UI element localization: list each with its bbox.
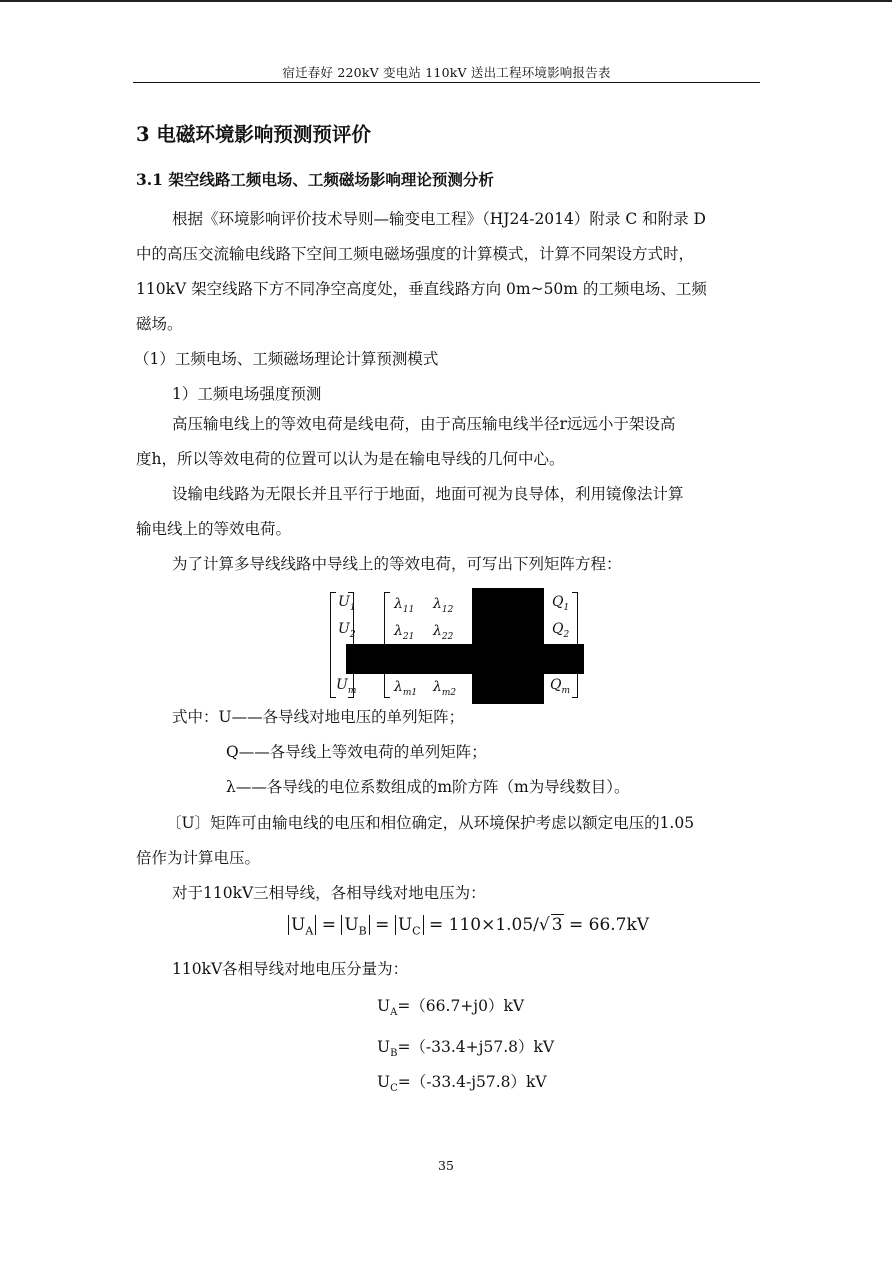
sqrt-argument: 3: [551, 915, 563, 935]
voltage-magnitude-formula: $U_A = U_B = U_C = 110\times 1.05/√$ 3 = 66.7kV: [288, 914, 649, 937]
list-item-heading: （1）工频电场、工频磁场理论计算预测模式: [134, 350, 439, 368]
page-number: 35: [438, 1158, 454, 1173]
paragraph-line: 对于110kV三相导线，各相导线对地电压为：: [172, 884, 486, 902]
matrix-equation: [326, 586, 586, 704]
lambda-m1: $\lambda_{m1}$: [394, 679, 418, 698]
top-border: [0, 0, 892, 2]
um-symbol: $U_m$: [336, 677, 357, 696]
paragraph-line: 倍作为计算电压。: [136, 849, 261, 867]
paragraph-line: 中的高压交流输电线路下空间工频电磁场强度的计算模式，计算不同架设方式时，: [136, 245, 695, 263]
paragraph-line: 110kV 架空线路下方不同净空高度处，垂直线路方向 0m~50m 的工频电场、工频: [136, 280, 707, 298]
paragraph-line: 〔U〕矩阵可由输电线的电压和相位确定，从环境保护考虑以额定电压的1.05: [166, 814, 695, 832]
paragraph-line: 高压输电线上的等效电荷是线电荷，由于高压输电线半径r远远小于架设高: [172, 415, 676, 433]
paragraph-line: 为了计算多导线线路中导线上的等效电荷，可写出下列矩阵方程：: [172, 555, 622, 573]
lambda-21: $\lambda_{21}$: [394, 623, 415, 642]
definition-u: 式中：U——各导线对地电压的单列矩阵；: [172, 708, 465, 726]
definition-q: Q——各导线上等效电荷的单列矩阵；: [226, 743, 487, 761]
lambda-11: $\lambda_{11}$: [394, 596, 415, 615]
formula-result: = 66.7kV: [563, 915, 650, 935]
voltage-ub: $U_B=(-33.4+j57.8)kV$: [377, 1038, 555, 1060]
definition-lambda: λ——各导线的电位系数组成的m阶方阵（m为导线数目）。: [226, 778, 630, 796]
formula-rhs: = 110×1.05/: [428, 915, 539, 935]
section-title: 3 电磁环境影响预测预评价: [136, 123, 371, 146]
paragraph-line: 输电线上的等效电荷。: [136, 520, 292, 538]
abs-ub: $U_B$: [341, 915, 369, 935]
paragraph-line: 磁场。: [136, 315, 183, 333]
subsection-title: 3.1 架空线路工频电场、工频磁场影响理论预测分析: [136, 170, 494, 189]
sqrt-symbol: √: [538, 915, 550, 935]
list-subitem-heading: 1）工频电场强度预测: [172, 385, 322, 403]
u2-symbol: $U_2$: [338, 621, 356, 640]
redaction-block-horizontal: [346, 644, 584, 674]
abs-ua: $U_A$: [288, 915, 316, 935]
lambda-m2: $\lambda_{m2}$: [433, 679, 457, 698]
q1-symbol: $Q_1$: [552, 594, 570, 613]
voltage-uc: $U_C=(-33.4-j57.8)kV$: [377, 1073, 547, 1095]
paragraph-line: 110kV各相导线对地电压分量为：: [172, 960, 409, 978]
voltage-ua: $U_A=(66.7+j0)kV$: [377, 997, 525, 1019]
paragraph-line: 设输电线路为无限长并且平行于地面，地面可视为良导体，利用镜像法计算: [172, 485, 684, 503]
paragraph-line: 根据《环境影响评价技术导则—输变电工程》（HJ24-2014）附录 C 和附录 D: [172, 210, 706, 228]
lambda-12: $\lambda_{12}$: [433, 596, 454, 615]
header-rule: [133, 82, 760, 83]
running-header: 宿迁春好 220kV 变电站 110kV 送出工程环境影响报告表: [282, 65, 611, 80]
abs-uc: $U_C$: [395, 915, 424, 935]
u1-symbol: $U_1$: [338, 594, 356, 613]
qm-symbol: $Q_m$: [550, 677, 571, 696]
paragraph-line: 度h，所以等效电荷的位置可以认为是在输电导线的几何中心。: [136, 450, 565, 468]
q2-symbol: $Q_2$: [552, 621, 570, 640]
lambda-22: $\lambda_{22}$: [433, 623, 454, 642]
